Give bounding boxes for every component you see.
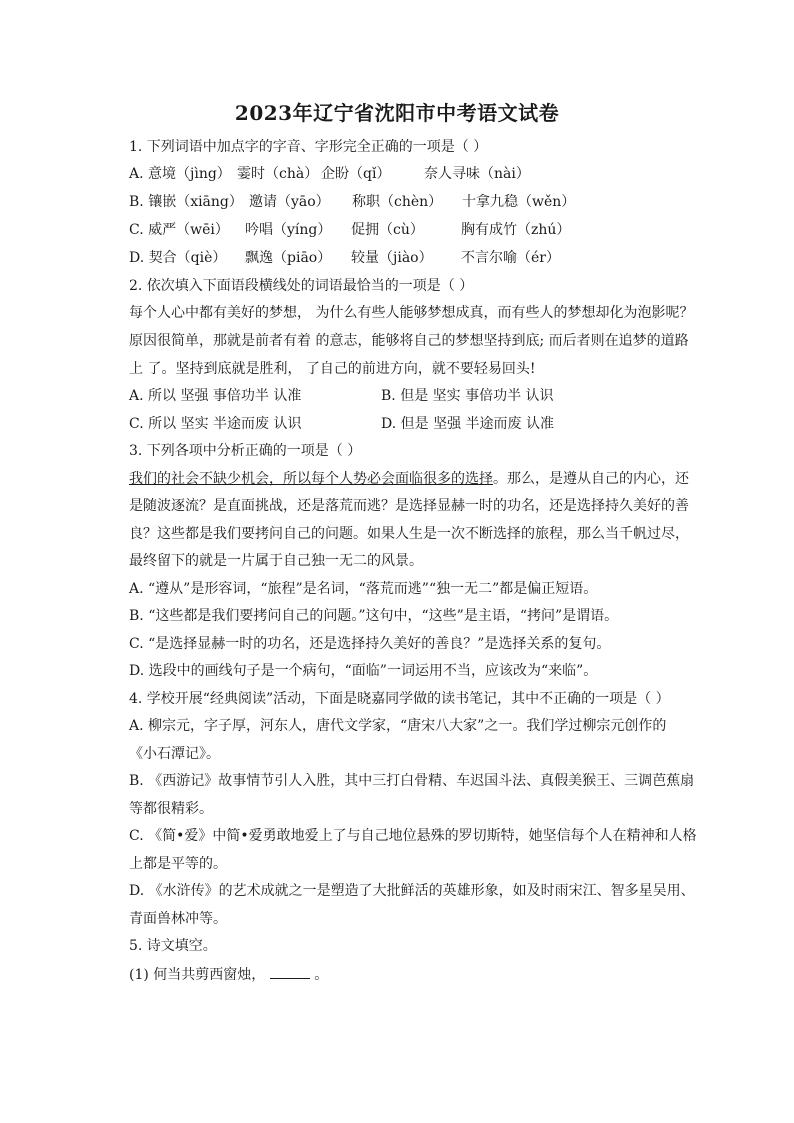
q5-item-1-end: 。 — [314, 967, 329, 983]
q1-a-4: 奈人寻味（nài） — [424, 166, 530, 182]
q2-stem: 2. 依次填入下面语段横线处的词语最恰当的一项是（ ） — [129, 278, 474, 294]
q1-option-c — [129, 220, 570, 240]
q5-item-1 — [129, 964, 328, 985]
q1-b-1: B. 镶嵌（xiāng） — [129, 194, 243, 210]
q4-option-d-cont: 青面兽林冲等。 — [129, 911, 227, 927]
q3-passage-line — [129, 469, 689, 489]
q1-d-2: 飘逸（piāo） — [245, 250, 332, 266]
q3-underlined-sentence: 我们的社会不缺少机会，所以每个人势必会面临很多的选择 — [129, 471, 493, 487]
q2-passage-line: 每个人心中都有美好的梦想， 为什么有些人能够梦想成真，而有些人的梦想却化为泡影呢？ — [129, 305, 694, 321]
q1-stem: 1. 下列词语中加点字的字音、字形完全正确的一项是（ ） — [129, 139, 488, 155]
q1-option-d — [129, 248, 560, 268]
q2-passage-line: 上 了。坚持到底就是胜利， 了自己的前进方向，就不要轻易回头! — [129, 361, 536, 377]
q1-a-2: 霎时（chà） — [237, 166, 319, 182]
q1-d-3: 较量（jiào） — [351, 250, 433, 266]
q4-option-c: C. 《简•爱》中简•爱勇敢地爱上了与自己地位悬殊的罗切斯特，她坚信每个人在精神和人格 — [129, 828, 697, 844]
q3-option-a: A. “遵从”是形容词，“旅程”是名词，“落荒而逃”“独一无二”都是偏正短语。 — [129, 581, 598, 597]
q1-c-1: C. 威严（wēi） — [129, 222, 229, 238]
q3-passage-line: 良？这些都是我们要拷问自己的问题。如果人生是一次不断选择的旅程，那么当千帆过尽， — [129, 526, 689, 542]
q2-options-cd — [129, 414, 554, 434]
q2-option-c: C. 所以 坚实 半途而废 认识 — [129, 416, 302, 432]
q2-options-ab — [129, 386, 554, 406]
q2-option-b: B. 但是 坚实 事倍功半 认识 — [381, 388, 554, 404]
q1-c-2: 吟唱（yíng） — [245, 222, 332, 238]
answer-blank[interactable] — [270, 964, 310, 979]
q2-option-d: D. 但是 坚强 半途而废 认准 — [381, 416, 554, 432]
q2-passage-line: 原因很简单，那就是前者有着 的意志，能够将自己的梦想坚持到底; 而后者则在追梦的道路 — [129, 333, 689, 349]
q1-option-a — [129, 164, 530, 184]
q1-option-b — [129, 192, 575, 212]
page-title: 2023年辽宁省沈阳市中考语文试卷 — [234, 101, 560, 125]
q4-option-a: A. 柳宗元，字子厚，河东人，唐代文学家，“唐宋八大家”之一。我们学过柳宗元创作的 — [129, 718, 667, 734]
q3-passage-line: 是随波逐流？是直面挑战，还是落荒而逃？是选择显赫一时的功名，还是选择持久美好的善 — [129, 498, 689, 514]
q4-option-d: D. 《水浒传》的艺术成就之一是塑造了大批鲜活的英雄形象，如及时雨宋江、智多星吴用、 — [129, 883, 695, 899]
q5-stem: 5. 诗文填空。 — [129, 938, 217, 954]
q5-item-1-text: (1) 何当共剪西窗烛， — [129, 967, 266, 983]
q4-option-b: B. 《西游记》故事情节引人入胜，其中三打白骨精、车迟国斗法、真假美猴王、三调芭蕉扇 — [129, 773, 695, 789]
q1-a-3: 企盼（qǐ） — [321, 166, 391, 182]
q1-d-4: 不言尔喻（ér） — [461, 250, 560, 266]
q3-passage-line: 最终留下的就是一片属于自己独一无二的风景。 — [129, 553, 423, 569]
q2-option-a: A. 所以 坚强 事倍功半 认准 — [129, 388, 302, 404]
q3-option-d: D. 选段中的画线句子是一个病句，“面临”一词运用不当，应该改为“来临”。 — [129, 663, 598, 679]
q4-option-c-cont: 上都是平等的。 — [129, 856, 227, 872]
q1-b-4: 十拿九稳（wěn） — [462, 194, 576, 210]
q1-c-3: 促拥（cù） — [351, 222, 424, 238]
q4-option-a-cont: 《小石潭记》。 — [129, 746, 220, 762]
q4-stem: 4. 学校开展“经典阅读”活动，下面是晓嘉同学做的读书笔记，其中不正确的一项是（ ） — [129, 691, 670, 707]
q1-d-1: D. 契合（qiè） — [129, 250, 227, 266]
q1-c-4: 胸有成竹（zhú） — [461, 222, 571, 238]
q3-stem: 3. 下列各项中分析正确的一项是（ ） — [129, 443, 362, 459]
q1-b-2: 邀请（yāo） — [249, 194, 330, 210]
q3-option-b: B. “这些都是我们要拷问自己的问题。”这句中，“这些”是主语，“拷问”是谓语。 — [129, 608, 619, 624]
q1-a-1: A. 意境（jìng） — [129, 166, 231, 182]
q3-passage-rest: 。那么，是遵从自己的内心，还 — [493, 471, 689, 487]
q1-b-3: 称职（chèn） — [352, 194, 443, 210]
q4-option-b-cont: 等都很精彩。 — [129, 801, 213, 817]
q3-option-c: C. “是选择显赫一时的功名，还是选择持久美好的善良？”是选择关系的复句。 — [129, 636, 611, 652]
